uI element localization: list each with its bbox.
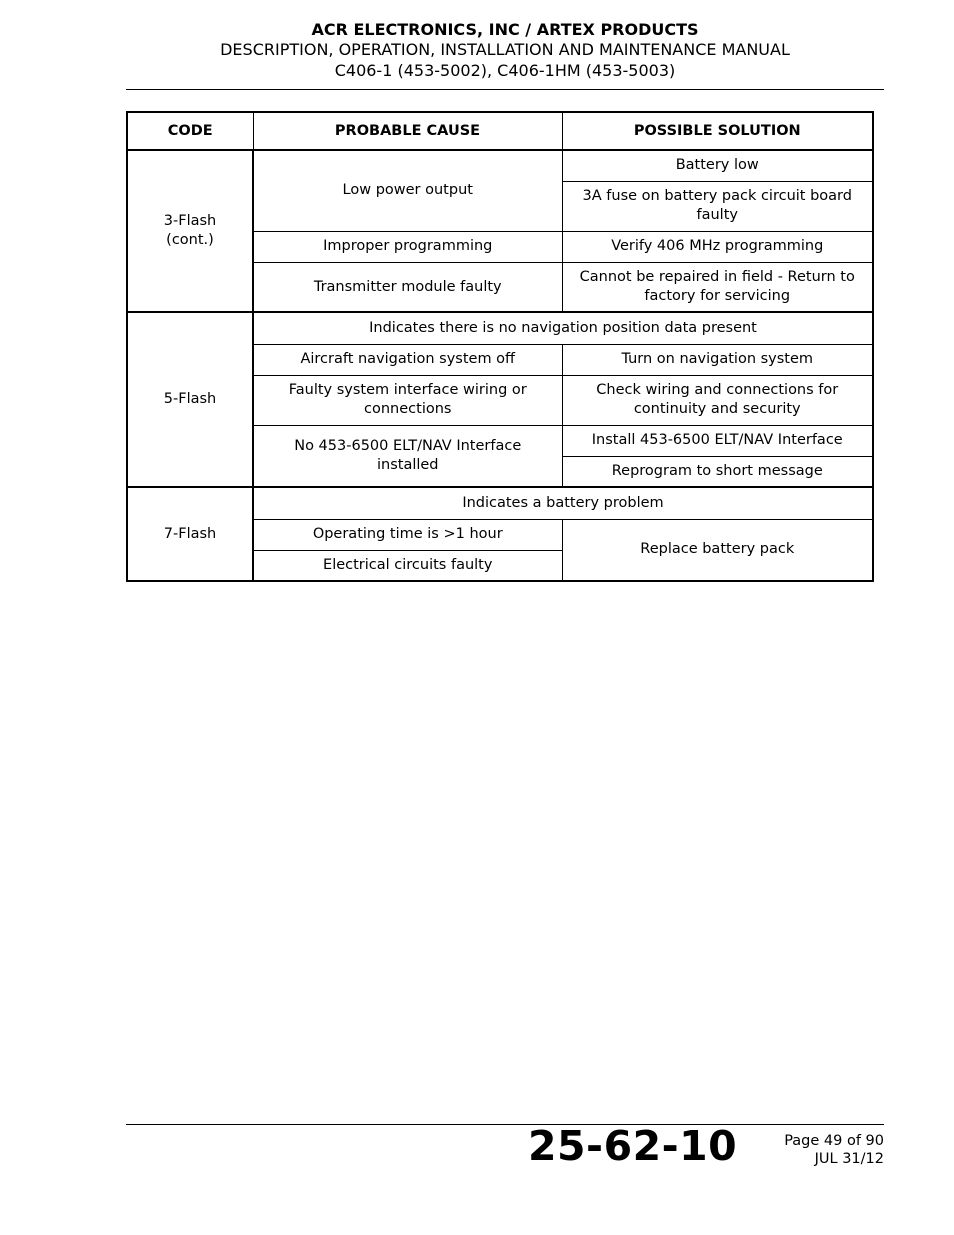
page-info	[760, 1132, 884, 1168]
solution-cell: Cannot be repaired in field - Return to factory for servicing	[562, 262, 873, 312]
table-row	[127, 487, 873, 519]
manual-title: DESCRIPTION, OPERATION, INSTALLATION AND MAINTENANCE MANUAL	[220, 40, 790, 59]
revision-date: JUL 31/12	[814, 1151, 884, 1167]
solution-cell: 3A fuse on battery pack circuit board faulty	[562, 181, 873, 231]
solution-cell: Check wiring and connections for continuity and security	[562, 375, 873, 425]
solution-cell: Verify 406 MHz programming	[562, 231, 873, 262]
table-row	[127, 312, 873, 344]
code-5-flash: 5-Flash	[127, 312, 253, 487]
cause-cell: Aircraft navigation system off	[253, 344, 562, 375]
cause-cell: Transmitter module faulty	[253, 262, 562, 312]
note-cell: Indicates there is no navigation position data present	[253, 312, 873, 344]
code-3-flash: 3-Flash (cont.)	[127, 150, 253, 312]
solution-cell: Turn on navigation system	[562, 344, 873, 375]
cause-cell: Improper programming	[253, 231, 562, 262]
cause-cell: Low power output	[253, 150, 562, 231]
note-cell: Indicates a battery problem	[253, 487, 873, 519]
solution-cell: Battery low	[562, 150, 873, 181]
solution-cell: Reprogram to short message	[562, 456, 873, 487]
column-header-cause: PROBABLE CAUSE	[253, 112, 562, 150]
header-divider	[126, 89, 884, 90]
page-number: Page 49 of 90	[784, 1133, 884, 1149]
table-header-row	[127, 112, 873, 150]
troubleshooting-table	[126, 111, 874, 582]
cause-cell: No 453-6500 ELT/NAV Interface installed	[253, 425, 562, 487]
document-number: 25-62-10	[528, 1122, 738, 1170]
solution-cell: Install 453-6500 ELT/NAV Interface	[562, 425, 873, 456]
cause-cell: Faulty system interface wiring or connections	[253, 375, 562, 425]
company-title: ACR ELECTRONICS, INC / ARTEX PRODUCTS	[311, 20, 699, 39]
code-7-flash: 7-Flash	[127, 487, 253, 581]
table-row	[127, 150, 873, 181]
column-header-code: CODE	[127, 112, 253, 150]
cause-cell: Electrical circuits faulty	[253, 550, 562, 581]
column-header-solution: POSSIBLE SOLUTION	[562, 112, 873, 150]
cause-cell: Operating time is >1 hour	[253, 519, 562, 550]
model-numbers: C406-1 (453-5002), C406-1HM (453-5003)	[334, 61, 676, 80]
solution-cell: Replace battery pack	[562, 519, 873, 581]
footer-divider	[126, 1124, 884, 1125]
